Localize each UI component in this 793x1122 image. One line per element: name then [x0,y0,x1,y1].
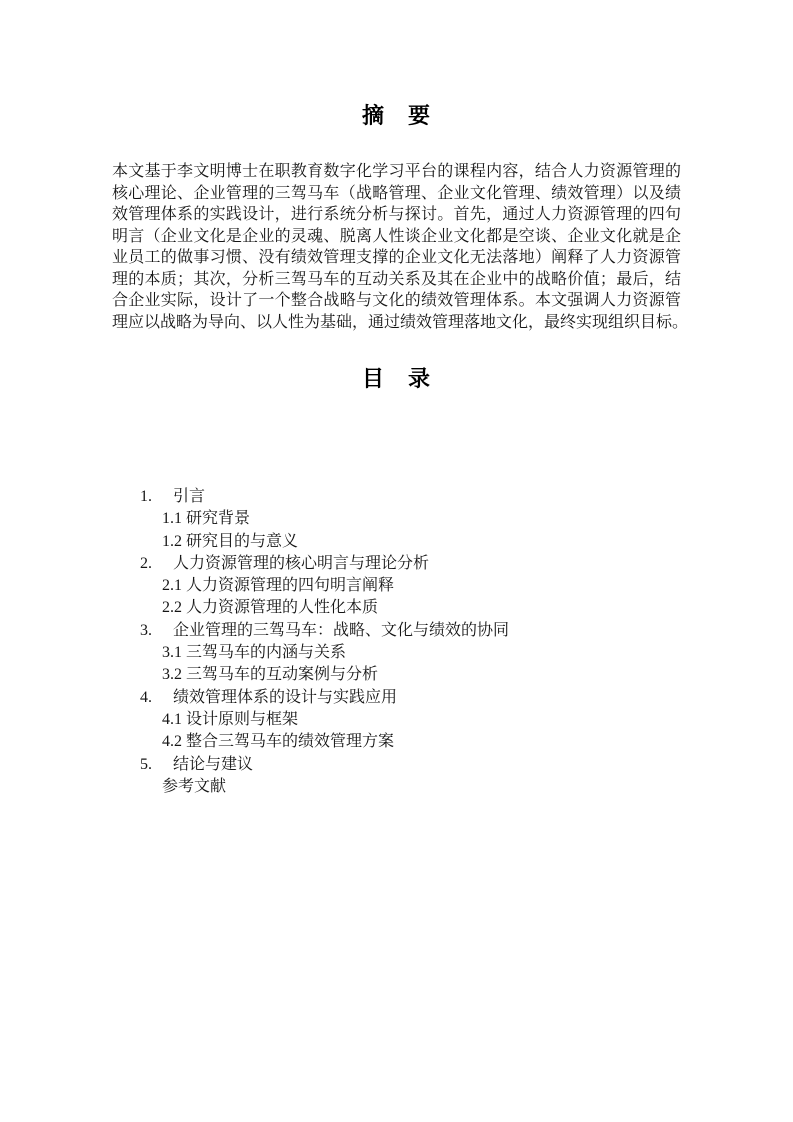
toc-entry [0,486,793,508]
abstract-line: 本文基于李文明博士在职教育数字化学习平台的课程内容，结合人力资源管理的 [112,163,681,180]
toc-entry-text: 4.2 整合三驾马车的绩效管理方案 [162,733,395,751]
toc-entry-text: 绩效管理体系的设计与实践应用 [173,688,398,706]
toc-entry-text: 4.1 设计原则与框架 [162,710,299,728]
toc-entry-text: 2.1 人力资源管理的四句明言阐释 [162,577,395,595]
abstract-line: 理应以战略为导向、以人性为基础，通过绩效管理落地文化，最终实现组织目标。 [112,313,689,331]
toc-entry-text: 人力资源管理的核心明言与理论分析 [173,554,430,572]
toc-title: 目 录 [361,366,431,391]
toc-entry [0,754,793,776]
toc-entry [0,597,793,619]
abstract-line: 业员工的做事习惯、没有绩效管理支撑的企业文化无法落地）阐释了人力资源管 [112,249,681,266]
toc-entry-text: 结论与建议 [173,755,254,773]
toc-entry-text: 引言 [173,488,206,505]
toc-entry [0,620,793,642]
toc-entry [0,575,793,597]
abstract-line: 理的本质；其次，分析三驾马车的互动关系及其在企业中的战略价值；最后，结 [112,270,681,288]
toc-entry-text: 2.2 人力资源管理的人性化本质 [162,599,379,617]
toc-entry [0,687,793,709]
toc-entry-text: 3.1 三驾马车的内涵与关系 [162,644,347,662]
toc-entry-text: 3.2 三驾马车的互动案例与分析 [162,666,379,684]
toc-entry [0,642,793,664]
abstract-title: 摘 要 [361,103,431,128]
abstract-line: 效管理体系的实践设计，进行系统分析与探讨。首先，通过人力资源管理的四句 [112,206,681,223]
toc-entry [0,508,793,530]
toc-entry-number: 4. [140,688,152,706]
toc-entry-number: 3. [140,621,152,639]
toc-entry [0,776,793,798]
toc-entry [0,531,793,553]
abstract-line: 核心理论、企业管理的三驾马车（战略管理、企业文化管理、绩效管理）以及绩 [112,184,681,202]
toc-entry-number: 1. [140,488,152,505]
toc-entry-text: 参考文献 [162,777,227,795]
toc-entry-number: 2. [140,554,152,572]
abstract-line: 合企业实际，设计了一个整合战略与文化的绩效管理体系。本文强调人力资源管 [112,292,681,309]
toc-entry [0,553,793,575]
toc-entry-text: 1.2 研究目的与意义 [162,532,299,550]
toc-entry-text: 企业管理的三驾马车：战略、文化与绩效的协同 [173,621,510,639]
toc-entry [0,664,793,686]
toc-entry-text: 1.1 研究背景 [162,510,251,528]
toc-entry-number: 5. [140,755,152,773]
abstract-paragraph [112,161,689,333]
toc-entry [0,709,793,731]
abstract-line: 明言（企业文化是企业的灵魂、脱离人性谈企业文化都是空谈、企业文化就是企 [112,227,681,245]
toc-entry [0,731,793,753]
toc-list [0,486,793,798]
